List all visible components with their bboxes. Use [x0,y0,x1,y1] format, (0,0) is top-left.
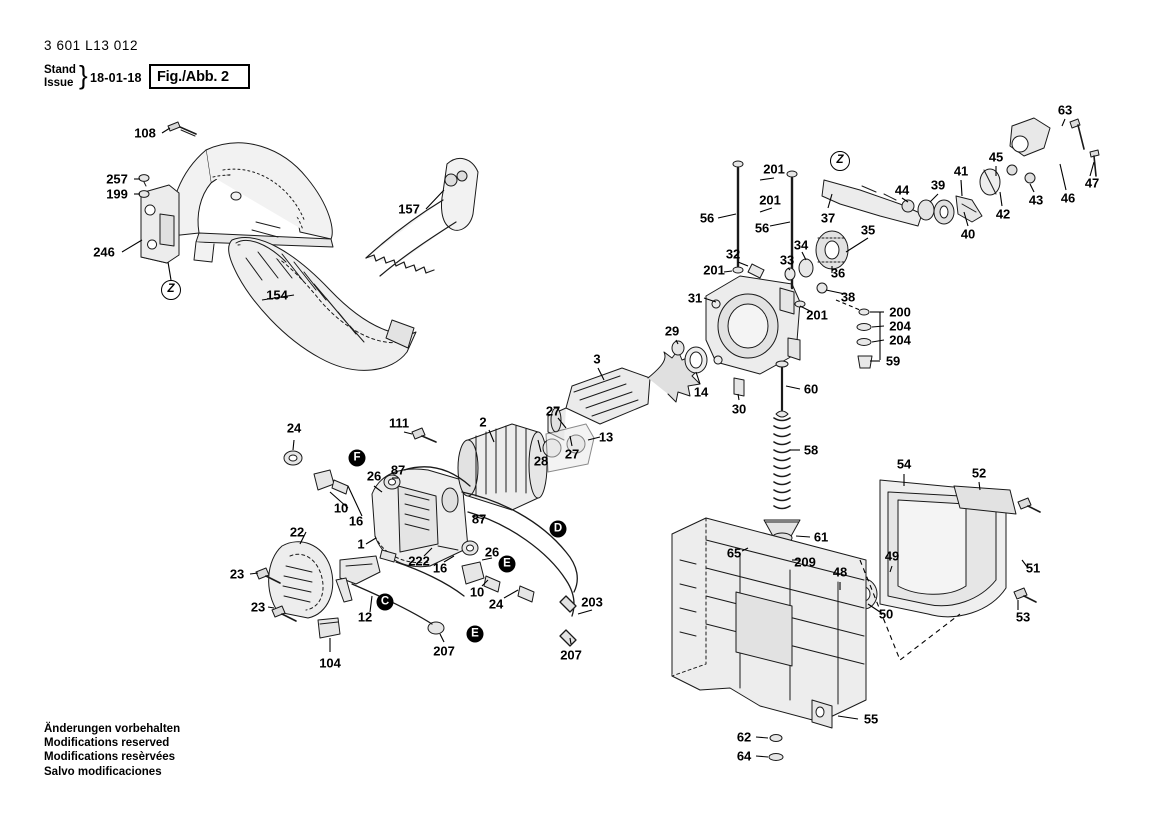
callout-number-200: 200 [889,304,911,320]
callout-number-204: 204 [889,318,911,334]
callout-number-199: 199 [106,186,128,202]
callout-number-43: 43 [1028,192,1044,208]
callout-number-246: 246 [93,244,115,260]
callout-number-12: 12 [357,609,373,625]
callout-number-14: 14 [693,384,709,400]
callout-number-2: 2 [479,414,487,430]
callout-number-87: 87 [390,462,406,478]
letter-marker-z-5: Z [161,280,181,300]
letter-marker-e-3: E [499,556,516,573]
callout-number-207: 207 [560,647,582,663]
callout-number-53: 53 [1015,609,1031,625]
footer-line-en: Modifications reserved [44,737,170,750]
callout-number-39: 39 [930,177,946,193]
callout-number-207: 207 [433,643,455,659]
callout-number-22: 22 [289,524,305,540]
callout-number-59: 59 [885,353,901,369]
letter-marker-e-2: E [467,626,484,643]
callout-number-204: 204 [889,332,911,348]
callout-number-201: 201 [806,307,828,323]
callout-number-60: 60 [803,381,819,397]
callout-number-37: 37 [820,210,836,226]
callout-number-48: 48 [832,564,848,580]
callout-number-24: 24 [488,596,504,612]
callout-number-47: 47 [1084,175,1100,191]
callout-number-65: 65 [726,545,742,561]
callout-number-52: 52 [971,465,987,481]
callout-number-36: 36 [830,265,846,281]
callout-number-26: 26 [484,544,500,560]
callout-number-16: 16 [432,560,448,576]
callout-number-27: 27 [564,446,580,462]
footer-line-de: Änderungen vorbehalten [44,723,181,735]
callout-number-29: 29 [664,323,680,339]
callout-number-154: 154 [266,287,288,303]
issue-date: 18-01-18 [90,71,142,85]
callout-number-64: 64 [736,748,752,764]
callout-number-51: 51 [1025,560,1041,576]
footer-line-fr: Modifications resèrvées [44,751,176,764]
callout-number-38: 38 [840,289,856,305]
callout-number-201: 201 [763,161,785,177]
callout-number-201: 201 [703,262,725,278]
callout-number-31: 31 [687,290,703,306]
callout-number-40: 40 [960,226,976,242]
callout-number-27: 27 [545,403,561,419]
callout-number-44: 44 [894,182,910,198]
callout-number-30: 30 [731,401,747,417]
callout-number-56: 56 [699,210,715,226]
callout-number-24: 24 [286,420,302,436]
callout-number-61: 61 [813,529,829,545]
callout-number-41: 41 [953,163,969,179]
callout-number-35: 35 [860,222,876,238]
callout-number-49: 49 [884,548,900,564]
callout-number-203: 203 [581,594,603,610]
callout-number-62: 62 [736,729,752,745]
callout-number-1: 1 [357,536,365,552]
callout-number-28: 28 [533,453,549,469]
callout-number-42: 42 [995,206,1011,222]
footer-line-es: Salvo modificaciones [44,765,162,778]
callout-number-46: 46 [1060,190,1076,206]
callout-number-13: 13 [598,429,614,445]
callout-number-157: 157 [398,201,420,217]
callout-number-3: 3 [593,351,601,367]
callout-number-26: 26 [366,468,382,484]
callout-number-104: 104 [319,655,341,671]
callout-number-10: 10 [333,500,349,516]
callout-number-58: 58 [803,442,819,458]
callout-number-63: 63 [1057,102,1073,118]
issue-label: Issue [44,76,74,89]
letter-marker-f-0: F [349,450,366,467]
letter-marker-d-4: D [550,521,567,538]
callout-number-55: 55 [863,711,879,727]
callout-number-108: 108 [134,125,156,141]
callout-number-257: 257 [106,171,128,187]
brace-glyph: } [79,60,88,90]
callout-number-34: 34 [793,237,809,253]
callout-number-111: 111 [389,415,409,431]
callout-number-45: 45 [988,149,1004,165]
callout-number-23: 23 [229,566,245,582]
letter-marker-z-6: Z [830,151,850,171]
callout-number-222: 222 [408,553,430,569]
callout-number-32: 32 [725,246,741,262]
figure-label: Fig./Abb. 2 [157,69,229,85]
callout-number-54: 54 [896,456,912,472]
callout-number-50: 50 [878,606,894,622]
letter-marker-c-1: C [377,594,394,611]
callout-number-201: 201 [759,192,781,208]
stand-label: Stand [44,64,76,76]
callout-number-16: 16 [348,513,364,529]
callout-number-87: 87 [471,511,487,527]
legal-footer [44,722,180,779]
callout-number-10: 10 [469,584,485,600]
callout-number-56: 56 [754,220,770,236]
part-number: 3 601 L13 012 [44,38,139,53]
callout-number-209: 209 [794,554,816,570]
callout-number-33: 33 [779,252,795,268]
callout-number-23: 23 [250,599,266,615]
